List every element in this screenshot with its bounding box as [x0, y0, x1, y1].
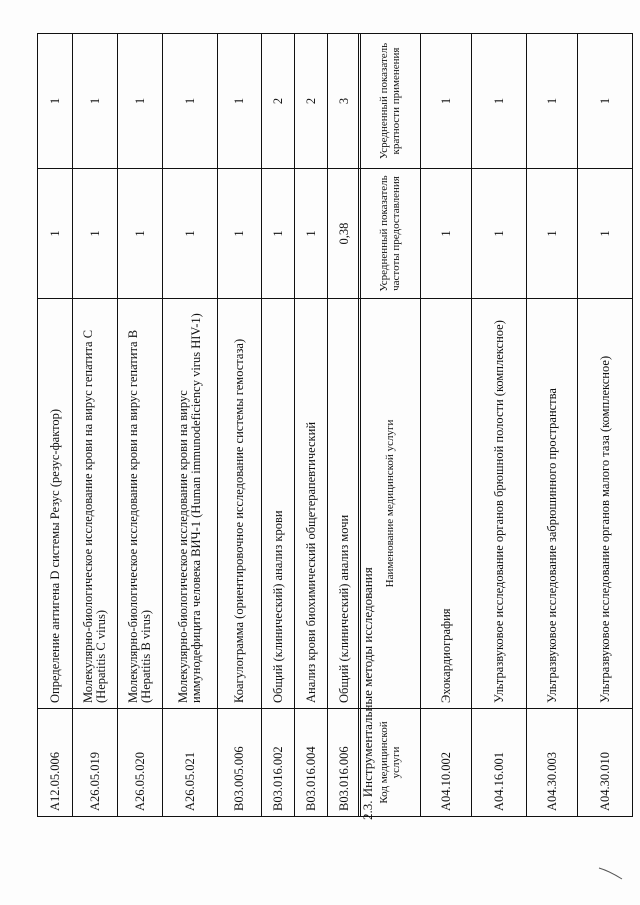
cell-name: Эхокардиография [421, 299, 472, 709]
cell-multiplicity: 1 [472, 34, 527, 169]
cell-code: A04.10.002 [421, 709, 472, 817]
cell-frequency: 1 [526, 169, 577, 299]
table-row [421, 34, 472, 817]
cell-code: B03.016.006 [328, 709, 361, 817]
cell-frequency: 1 [73, 169, 118, 299]
header-multiplicity: Усредненный показатель кратности применения [359, 34, 421, 169]
instrumental-methods-table [358, 33, 633, 817]
cell-multiplicity: 2 [295, 34, 328, 169]
cell-frequency: 1 [163, 169, 218, 299]
cell-multiplicity: 3 [328, 34, 361, 169]
cell-frequency: 1 [38, 169, 73, 299]
header-name: Наименование медицинской услуги [359, 299, 421, 709]
cell-name: Определение антигена D системы Резус (резус-фактор) [38, 299, 73, 709]
cell-frequency: 0,38 [328, 169, 361, 299]
cell-name: Молекулярно-биологическое исследование крови на вирус гепатита С (Hepatitis C virus) [73, 299, 118, 709]
cell-code: A04.16.001 [472, 709, 527, 817]
cell-multiplicity: 1 [38, 34, 73, 169]
cell-frequency: 1 [472, 169, 527, 299]
table-row [526, 34, 577, 817]
cell-code: A26.05.019 [73, 709, 118, 817]
table-row [295, 34, 328, 817]
table-row [118, 34, 163, 817]
cell-name: Ультразвуковое исследование органов малого таза (комплексное) [578, 299, 633, 709]
cell-name: Ультразвуковое исследование забрюшинного пространства [526, 299, 577, 709]
cell-name: Молекулярно-биологическое исследование крови на вирус гепатита В (Hepatitis B virus) [118, 299, 163, 709]
table-row [73, 34, 118, 817]
table-row [163, 34, 218, 817]
cell-frequency: 1 [578, 169, 633, 299]
cell-name: Общий (клинический) анализ крови [262, 299, 295, 709]
cell-code: A04.30.010 [578, 709, 633, 817]
cell-code: A26.05.020 [118, 709, 163, 817]
cell-multiplicity: 1 [73, 34, 118, 169]
table-row [218, 34, 262, 817]
pen-mark [598, 866, 624, 880]
table-row [328, 34, 361, 817]
cell-name: Общий (клинический) анализ мочи [328, 299, 361, 709]
cell-code: A26.05.021 [163, 709, 218, 817]
cell-frequency: 1 [262, 169, 295, 299]
cell-multiplicity: 1 [163, 34, 218, 169]
section-title: 2.3. Инструментальные методы исследования [360, 567, 375, 820]
cell-multiplicity: 1 [218, 34, 262, 169]
cell-name: Ультразвуковое исследование органов брюшной полости (комплексное) [472, 299, 527, 709]
table-row [578, 34, 633, 817]
cell-multiplicity: 1 [421, 34, 472, 169]
cell-code: A12.05.006 [38, 709, 73, 817]
cell-multiplicity: 1 [578, 34, 633, 169]
services-table-continued [37, 33, 351, 817]
cell-code: B03.016.002 [262, 709, 295, 817]
table-row [472, 34, 527, 817]
cell-multiplicity: 1 [526, 34, 577, 169]
table-row [262, 34, 295, 817]
cell-code: B03.016.004 [295, 709, 328, 817]
cell-frequency: 1 [421, 169, 472, 299]
cell-frequency: 1 [218, 169, 262, 299]
cell-name: Анализ крови биохимический общетерапевтический [295, 299, 328, 709]
cell-name: Молекулярно-биологическое исследование крови на вирус иммунодефицита человека ВИЧ-1 (Human immunodeficiency virus HIV-1) [163, 299, 218, 709]
cell-name: Коагулограмма (ориентировочное исследование системы гемостаза) [218, 299, 262, 709]
cell-multiplicity: 2 [262, 34, 295, 169]
cell-multiplicity: 1 [118, 34, 163, 169]
table-row [38, 34, 73, 817]
cell-frequency: 1 [118, 169, 163, 299]
cell-code: A04.30.003 [526, 709, 577, 817]
header-frequency: Усредненный показатель частоты предоставления [359, 169, 421, 299]
header-code: Код медицинской услуги [359, 709, 421, 817]
cell-frequency: 1 [295, 169, 328, 299]
cell-code: B03.005.006 [218, 709, 262, 817]
